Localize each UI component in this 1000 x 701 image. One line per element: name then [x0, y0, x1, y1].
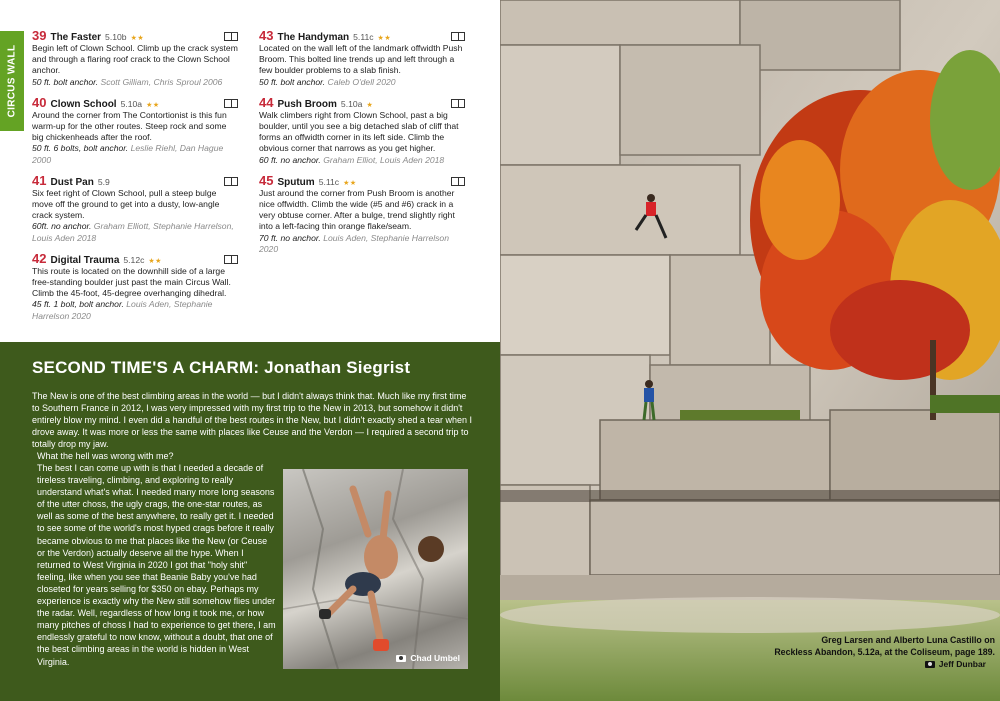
route-name: Dust Pan	[50, 176, 94, 188]
route-meta-line	[259, 77, 465, 88]
route-header	[32, 172, 238, 188]
photo-caption-line: Greg Larsen and Alberto Luna Castillo on	[821, 635, 995, 645]
section-tab	[0, 31, 24, 131]
route-header	[32, 30, 238, 43]
route-stars: ★★	[343, 179, 357, 187]
route-entry	[259, 172, 465, 255]
route-entry	[32, 172, 238, 244]
route-number: 44	[259, 94, 274, 110]
topo-book-icon	[224, 177, 238, 186]
camera-icon	[925, 661, 935, 668]
route-grade: 5.10a	[340, 98, 363, 109]
route-header	[259, 94, 465, 110]
route-stars: ★★	[377, 35, 392, 42]
route-first-ascent: Scott Gilliam, Chris Sproul 2006	[100, 76, 223, 87]
route-entry	[32, 94, 238, 166]
route-stars: ★★	[148, 257, 162, 265]
route-name: Digital Trauma	[50, 254, 120, 266]
route-description: Walk climbers right from Clown School, past a big boulder, until you see a big detached slab of cliff that forms an offwidth corner in its left side. Climb the obvious corner that narrows as you get higher.	[259, 109, 459, 154]
route-description: Just around the corner from Push Broom is another nice offwidth. Climb the wide (#5 and #6) crack in a very obtuse corner. After a bulge, trend slightly right into a left-facing thin orange flake/seam.	[259, 187, 455, 232]
topo-book-icon	[224, 255, 238, 264]
route-grade: 5.10b	[105, 32, 127, 42]
route-first-ascent: Graham Elliott, Stephanie Harrelson, Louis Aden 2018	[32, 221, 234, 243]
route-length: 70 ft. no anchor.	[259, 232, 321, 243]
route-length: 50 ft. bolt anchor.	[259, 76, 326, 87]
route-header	[259, 172, 465, 188]
route-length: 45 ft. 1 bolt, bolt anchor.	[32, 299, 124, 310]
route-description: This route is located on the downhill side of a large free-standing boulder just past the main Circus Wall. Climb the 45-foot, 45-degree overhanging dihedral.	[32, 265, 231, 299]
inset-photo-credit-name: Chad Umbel	[410, 653, 460, 663]
route-meta-line	[32, 299, 238, 321]
route-grade: 5.9	[97, 176, 110, 187]
route-length: 60 ft. no anchor.	[259, 154, 321, 165]
route-name: Clown School	[50, 98, 117, 110]
route-entry	[32, 30, 238, 88]
topo-book-icon	[224, 99, 238, 108]
photo-caption-line: Reckless Abandon, 5.12a, at the Coliseum, page 189.	[774, 646, 995, 657]
route-column-left	[32, 30, 238, 331]
story-paragraph: What the hell was wrong with me?	[37, 451, 174, 461]
route-name: Sputum	[277, 176, 315, 188]
route-first-ascent: Graham Elliot, Louis Aden 2018	[323, 154, 445, 165]
route-number: 43	[259, 28, 274, 43]
camera-icon	[396, 655, 406, 662]
photo-credit	[925, 659, 986, 669]
route-description: Begin left of Clown School. Climb up the crack system and through a flaring roof crack to the Clown School anchor.	[32, 43, 238, 76]
sidebar-story	[0, 342, 500, 701]
climber-illustration	[283, 469, 468, 669]
route-meta-line	[32, 77, 238, 88]
route-grade: 5.12c	[123, 254, 145, 265]
route-header	[32, 94, 238, 110]
cliff-scene-illustration	[500, 0, 1000, 701]
route-description: Around the corner from The Contortionist is this fun warm-up for the other routes. Steep rock and some big chickenheads after the roof.	[32, 109, 227, 143]
inset-climber-photo	[283, 469, 468, 669]
story-title: SECOND TIME'S A CHARM: Jonathan Siegrist	[32, 358, 411, 377]
route-stars: ★★	[146, 101, 160, 109]
story-paragraph: The best I can come up with is that I needed a decade of tireless traveling, climbing, and exploring to really understand what's what. I needed many more long seasons of the utter choss, the ugly crags, the one-star routes, as well as some of the best anywhere, to really get it. I needed to see some of the world's most hyped crags before it really became obvious to me that places like the New (or Ceuse or the Verdon) actually deserve all the hype. When I returned to West Virginia in 2020 I got that "holy shit" feeling, like when you see that Beanie Baby you've had closeted for years selling for $350 on ebay. Perhaps my experience is exactly why the New still somehow flies under the radar. Well, regardless of how long it took me, or how many pitches of choss I had to experience to get there, I am endlessly grateful to now know, without a doubt, that one of the best climbing areas in the world is hidden in West Virginia.	[37, 463, 276, 667]
story-paragraph: The New is one of the best climbing areas in the world — but I didn't always think that. Much like my first time to Southern France in 2012, I was very impressed with my first trip to the New in 2013, but somehow it didn't entirely blow my mind. I even did a handful of the best routes in the New, but I didn't exactly shed a tear when I drove away. It was more or less the same with places like Ceuse and the Verdon — I required a second trip to totally drop my jaw.	[32, 391, 472, 450]
photo-caption	[755, 635, 995, 658]
route-first-ascent: Leslie Riehl, Dan Hague 2000	[32, 143, 224, 165]
route-number: 41	[32, 172, 47, 188]
route-column-right	[259, 30, 465, 264]
route-number: 42	[32, 250, 47, 266]
route-number: 39	[32, 28, 47, 43]
route-number: 40	[32, 94, 47, 110]
route-grade: 5.11c	[353, 32, 374, 42]
route-length: 60ft. no anchor.	[32, 221, 92, 232]
route-entry	[32, 250, 238, 322]
route-meta-line	[259, 155, 465, 166]
route-meta-line	[32, 221, 238, 243]
route-name: The Faster	[50, 32, 102, 43]
route-stars: ★	[366, 101, 374, 109]
route-entry	[259, 30, 465, 88]
route-header	[259, 30, 465, 43]
route-stars: ★★	[130, 35, 145, 42]
route-name: The Handyman	[277, 32, 350, 43]
route-grade: 5.11c	[318, 176, 340, 187]
route-meta-line	[32, 143, 238, 165]
route-first-ascent: Louis Aden, Stephanie Harrelson 2020	[32, 299, 213, 321]
route-length: 50 ft. bolt anchor.	[32, 76, 99, 87]
topo-book-icon	[451, 32, 465, 41]
inset-photo-credit	[396, 653, 460, 663]
section-tab-label: CIRCUS WALL	[6, 44, 18, 118]
route-entry	[259, 94, 465, 166]
photo-credit-name: Jeff Dunbar	[938, 659, 986, 669]
route-first-ascent: Caleb O'dell 2020	[327, 76, 396, 87]
topo-book-icon	[451, 177, 465, 186]
topo-book-icon	[451, 99, 465, 108]
route-first-ascent: Louis Aden, Stephanie Harrelson 2020	[259, 232, 449, 254]
route-meta-line	[259, 233, 465, 255]
route-description: Six feet right of Clown School, pull a steep bulge move off the ground to get into a dusty, low-angle crack system.	[32, 187, 220, 221]
route-name: Push Broom	[277, 98, 337, 110]
route-header	[32, 250, 238, 266]
route-description: Located on the wall left of the landmark offwidth Push Broom. This bolted line trends up and left through a few boulder problems to a slab finish.	[259, 43, 463, 76]
topo-book-icon	[224, 32, 238, 41]
route-length: 50 ft. 6 bolts, bolt anchor.	[32, 143, 129, 154]
route-grade: 5.10a	[120, 98, 143, 109]
cliff-photo	[500, 0, 1000, 701]
route-number: 45	[259, 172, 274, 188]
